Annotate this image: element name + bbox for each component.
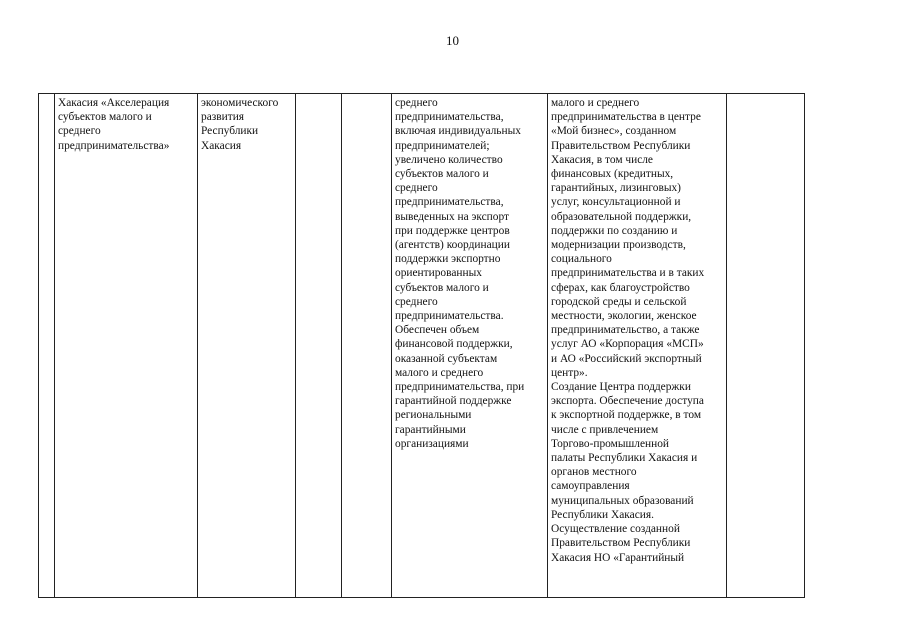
- cell-text-line: предпринимательства»: [58, 139, 170, 152]
- cell-text-line: субъектов малого и: [395, 281, 489, 294]
- cell-responsible: [198, 94, 296, 598]
- cell-number: [39, 94, 55, 598]
- cell-text-line: сферах, как благоустройство: [551, 281, 690, 294]
- cell-end-date: [342, 94, 392, 598]
- cell-program-name: [55, 94, 198, 598]
- cell-text-line: среднего: [58, 125, 101, 138]
- cell-text-line: развития: [201, 111, 245, 124]
- cell-text-line: Хакасия НО «Гарантийный: [551, 551, 685, 564]
- cell-text-line: среднего: [395, 182, 438, 195]
- cell-text-line: муниципальных образований: [551, 494, 694, 507]
- cell-text-line: Хакасия, в том числе: [551, 153, 653, 166]
- cell-text-line: экономического: [201, 97, 279, 109]
- cell-text-line: экспорта. Обеспечение доступа: [551, 395, 704, 408]
- cell-text-line: субъектов малого и: [395, 168, 489, 181]
- cell-text-line: финансовой поддержки,: [395, 338, 513, 351]
- cell-text-line: местности, экологии, женское: [551, 310, 697, 323]
- table-row: [39, 94, 805, 598]
- document-table: [38, 93, 805, 598]
- cell-text-line: среднего: [395, 97, 438, 109]
- cell-text-line: предпринимательства,: [395, 111, 504, 124]
- cell-text-line: предпринимательства и в таких: [551, 267, 705, 280]
- cell-text-line: среднего: [395, 295, 438, 308]
- cell-text-line: поддержки по созданию и: [551, 224, 678, 237]
- cell-text-line: органов местного: [551, 466, 637, 479]
- cell-text-line: выведенных на экспорт: [395, 210, 509, 223]
- cell-text-line: городской среды и сельской: [551, 295, 687, 308]
- cell-start-date: [296, 94, 342, 598]
- cell-text-line: «Мой бизнес», созданном: [551, 125, 677, 138]
- cell-text-line: образовательной поддержки,: [551, 210, 692, 223]
- cell-text-line: предпринимательства,: [395, 196, 504, 209]
- cell-text-line: Хакасия «Акселерация: [58, 97, 170, 109]
- cell-text-line: центр».: [551, 366, 588, 379]
- cell-text-line: Республики: [201, 125, 259, 138]
- cell-text-line: (агентств) координации: [395, 239, 510, 252]
- cell-text-line: предпринимательства, при: [395, 381, 525, 394]
- cell-text-line: Обеспечен объем: [395, 324, 480, 337]
- cell-text-line: Правительством Республики: [551, 537, 691, 550]
- cell-text-line: Хакасия: [201, 139, 242, 152]
- cell-text-line: оказанной субъектам: [395, 352, 498, 365]
- cell-text-line: гарантийной поддержке: [395, 395, 512, 408]
- cell-text-line: предпринимателей;: [395, 139, 490, 152]
- cell-text-line: гарантийных, лизинговых): [551, 182, 681, 195]
- cell-text-line: услуг, консультационной и: [551, 196, 681, 209]
- cell-text-line: предпринимательства.: [395, 310, 504, 323]
- cell-text-line: модернизации производств,: [551, 239, 686, 252]
- cell-text-line: предпринимательство, а также: [551, 324, 700, 337]
- cell-text-line: при поддержке центров: [395, 224, 510, 237]
- cell-text-line: услуг АО «Корпорация «МСП»: [551, 338, 704, 351]
- cell-text-line: Создание Центра поддержки: [551, 381, 691, 394]
- cell-text-line: финансовых (кредитных,: [551, 168, 674, 181]
- cell-text-line: к экспортной поддержке, в том: [551, 409, 702, 422]
- cell-text-line: ориентированных: [395, 267, 482, 280]
- cell-text-line: палаты Республики Хакасия и: [551, 452, 698, 465]
- cell-text-line: региональными: [395, 409, 472, 422]
- cell-text-line: Республики Хакасия.: [551, 508, 654, 521]
- cell-description: [548, 94, 727, 598]
- cell-text-line: Осуществление созданной: [551, 523, 680, 536]
- cell-text-line: включая индивидуальных: [395, 125, 521, 138]
- cell-expected-results: [392, 94, 548, 598]
- cell-text-line: социального: [551, 253, 612, 266]
- cell-text-line: Правительством Республики: [551, 139, 691, 152]
- cell-text-line: субъектов малого и: [58, 111, 152, 124]
- cell-text-line: поддержки экспортно: [395, 253, 501, 266]
- cell-notes: [727, 94, 805, 598]
- page-number: 10: [446, 33, 459, 48]
- cell-text-line: самоуправления: [551, 480, 630, 493]
- cell-text-line: и АО «Российский экспортный: [551, 352, 702, 365]
- cell-text-line: числе с привлечением: [551, 423, 659, 436]
- cell-text-line: малого и среднего: [551, 97, 640, 109]
- cell-text-line: предпринимательства в центре: [551, 111, 701, 124]
- cell-text-line: гарантийными: [395, 423, 466, 436]
- cell-text-line: Торгово-промышленной: [551, 437, 669, 450]
- cell-text-line: организациями: [395, 437, 469, 450]
- cell-text-line: увеличено количество: [395, 153, 503, 166]
- cell-text-line: малого и среднего: [395, 366, 484, 379]
